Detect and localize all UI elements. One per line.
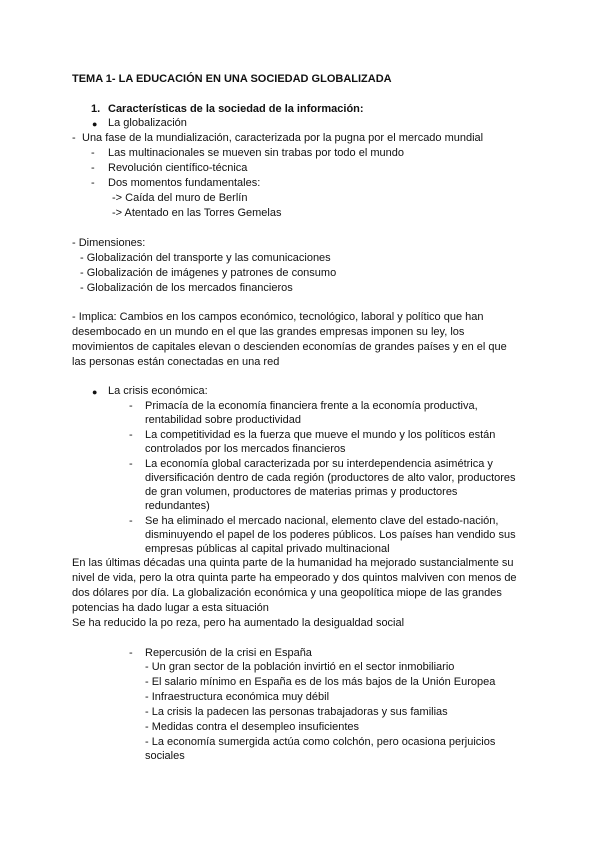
implica-line: movimientos de capitales elevan o descienden economías de grandes países y en el que <box>72 341 507 353</box>
implica-line: - Implica: Cambios en los campos económico, tecnológico, laboral y político que han <box>72 311 484 323</box>
crisis-label: La crisis económica: <box>108 385 208 397</box>
crisis-item-line: rentabilidad sobre productividad <box>145 414 301 426</box>
dimension-item: - Globalización de imágenes y patrones de consumo <box>80 267 337 279</box>
paragraph-line: Se ha reducido la po reza, pero ha aumentado la desigualdad social <box>72 617 405 629</box>
list-item: Revolución científico-técnica <box>108 162 248 174</box>
list-dash: - <box>91 147 95 159</box>
list-dash: - <box>129 515 133 527</box>
paragraph-line: potencias ha dado lugar a esta situación <box>72 602 269 614</box>
paragraph-line: nivel de vida, pero la otra quinta parte ha empeorado y dos quintos malviven con menos de <box>72 572 517 584</box>
list-item: Las multinacionales se mueven sin trabas por todo el mundo <box>108 147 404 159</box>
implica-line: desembocado en un mundo en el que las grandes empresas imponen su ley, los <box>72 326 465 338</box>
crisis-item-line: empresas públicas al capital privado multinacional <box>145 543 390 555</box>
crisis-item-line: de gran volumen, productores de materias primas y productores <box>145 486 458 498</box>
repercusion-label: Repercusión de la crisi en España <box>145 647 312 659</box>
list-dash: - <box>129 647 133 659</box>
bullet-icon: ● <box>92 387 98 397</box>
crisis-item-line: La economía global caracterizada por su interdependencia asimétrica y <box>145 458 493 470</box>
dimensiones-label: - Dimensiones: <box>72 237 146 249</box>
list-dash: - <box>129 429 133 441</box>
list-dash: - <box>91 177 95 189</box>
section-number: 1. <box>91 103 101 115</box>
list-dash: - <box>91 162 95 174</box>
crisis-item-line: disminuyendo el papel de los poderes públicos. Los países han vendido sus <box>145 529 516 541</box>
crisis-item-line: Se ha eliminado el mercado nacional, elemento clave del estado-nación, <box>145 515 499 527</box>
repercusion-line: - La economía sumergida actúa como colchón, pero ocasiona perjuicios <box>145 736 496 748</box>
crisis-item-line: redundantes) <box>145 500 210 512</box>
dimension-item: - Globalización del transporte y las comunicaciones <box>80 252 331 264</box>
paragraph-line: En las últimas décadas una quinta parte de la humanidad ha mejorado sustancialmente su <box>72 557 514 569</box>
crisis-item-line: controlados por los mercados financieros <box>145 443 346 455</box>
momento-item: -> Atentado en las Torres Gemelas <box>112 207 282 219</box>
repercusion-line: - Infraestructura económica muy débil <box>145 691 330 703</box>
implica-line: las personas están conectadas en una red <box>72 356 280 368</box>
list-item: Dos momentos fundamentales: <box>108 177 261 189</box>
crisis-item-line: Primacía de la economía financiera frente a la economía productiva, <box>145 400 478 412</box>
crisis-item-line: diversificación dentro de cada región (productores de alto valor, productores <box>145 472 516 484</box>
repercusion-line: - El salario mínimo en España es de los más bajos de la Unión Europea <box>145 676 496 688</box>
list-dash: - <box>129 400 133 412</box>
intro-dash: - <box>72 132 76 144</box>
list-dash: - <box>129 458 133 470</box>
dimension-item: - Globalización de los mercados financieros <box>80 282 293 294</box>
paragraph-line: dos dólares por día. La globalización económica y una geopolítica miope de las grandes <box>72 587 502 599</box>
repercusion-line: sociales <box>145 750 185 762</box>
globalizacion-label: La globalización <box>108 117 187 129</box>
section-heading: Características de la sociedad de la información: <box>108 103 364 115</box>
repercusion-line: - Un gran sector de la población invirtió en el sector inmobiliario <box>145 661 455 673</box>
repercusion-line: - La crisis la padecen las personas trabajadoras y sus familias <box>145 706 448 718</box>
bullet-icon: ● <box>92 119 98 129</box>
globalizacion-intro: Una fase de la mundialización, caracterizada por la pugna por el mercado mundial <box>82 132 484 144</box>
crisis-item-line: La competitividad es la fuerza que mueve el mundo y los políticos están <box>145 429 496 441</box>
momento-item: -> Caída del muro de Berlín <box>112 192 248 204</box>
repercusion-line: - Medidas contra el desempleo insuficientes <box>145 721 360 733</box>
document-title: TEMA 1- LA EDUCACIÓN EN UNA SOCIEDAD GLOBALIZADA <box>72 73 392 85</box>
